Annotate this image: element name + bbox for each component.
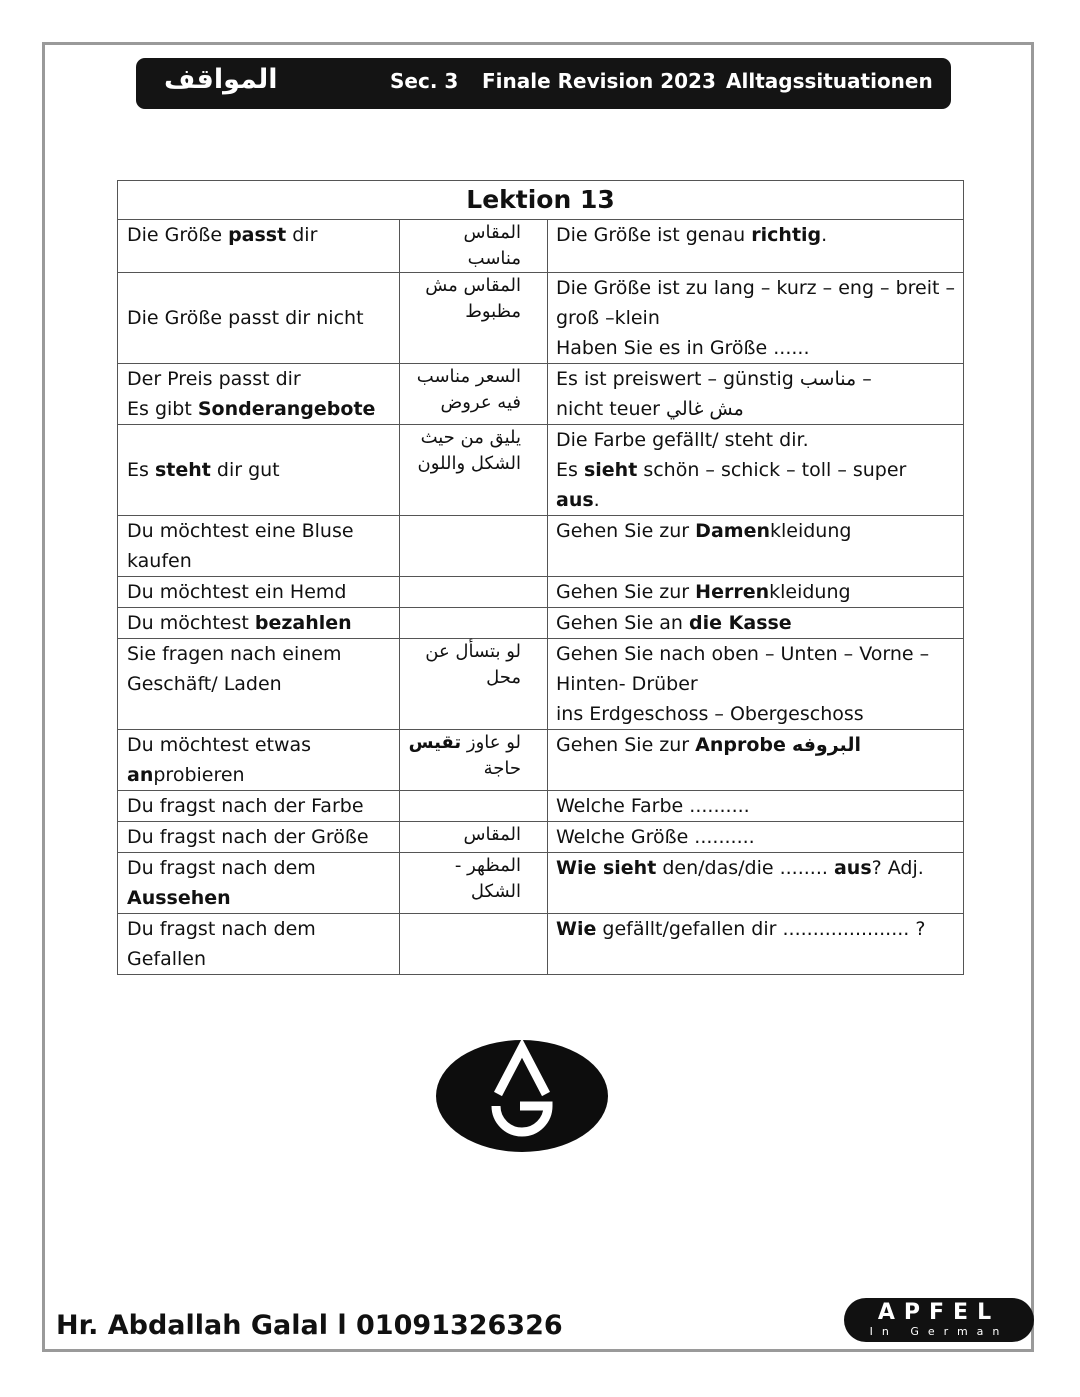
author-footer: Hr. Abdallah Galal l 01091326326 xyxy=(56,1310,563,1341)
table-row xyxy=(118,639,964,730)
table-row xyxy=(118,425,964,516)
table-row xyxy=(118,273,964,364)
expression-cell: Gehen Sie zur Anprobe البروفه xyxy=(548,730,964,791)
situation-cell: Du möchtest ein Hemd xyxy=(118,577,400,608)
lesson-table xyxy=(117,180,964,975)
expression-cell: Wie gefällt/gefallen dir ..................... ? xyxy=(548,914,964,975)
expression-cell: Die Größe ist genau richtig. xyxy=(548,220,964,273)
table-row xyxy=(118,822,964,853)
arabic-meaning-cell xyxy=(400,914,548,975)
situation-cell: Du fragst nach dem Gefallen xyxy=(118,914,400,975)
arabic-meaning-cell: المقاس مش مظبوط xyxy=(400,273,548,364)
arabic-meaning-cell xyxy=(400,516,548,577)
brand-sub-text: In German xyxy=(869,1325,1009,1338)
situation-cell: Du fragst nach dem Aussehen xyxy=(118,853,400,914)
table-row xyxy=(118,730,964,791)
arabic-meaning-cell: لو عاوز تقيس حاجة xyxy=(400,730,548,791)
header-revision: Finale Revision 2023 xyxy=(482,69,716,93)
apfel-brand-badge xyxy=(844,1298,1034,1342)
situation-cell: Der Preis passt dir Es gibt Sonderangebote xyxy=(118,364,400,425)
expression-cell: Gehen Sie zur Herrenkleidung xyxy=(548,577,964,608)
arabic-meaning-cell: لو بتسأل عن محل xyxy=(400,639,548,730)
table-row xyxy=(118,577,964,608)
situation-cell: Sie fragen nach einem Geschäft/ Laden xyxy=(118,639,400,730)
situation-cell: Die Größe passt dir xyxy=(118,220,400,273)
header-arabic-title: المواقف xyxy=(164,64,278,95)
arabic-meaning-cell: يليق من حيث الشكل واللون xyxy=(400,425,548,516)
expression-cell: Die Größe ist zu lang – kurz – eng – breit – groß –klein Haben Sie es in Größe ...... xyxy=(548,273,964,364)
arabic-meaning-cell xyxy=(400,608,548,639)
ag-logo-icon xyxy=(436,1040,608,1152)
arabic-meaning-cell xyxy=(400,791,548,822)
situation-cell: Du fragst nach der Größe xyxy=(118,822,400,853)
arabic-meaning-cell: المقاس مناسب xyxy=(400,220,548,273)
arabic-meaning-cell: السعر مناسب فيه عروض xyxy=(400,364,548,425)
expression-cell: Es ist preiswert – günstig مناسب – nicht teuer مش غالي xyxy=(548,364,964,425)
situation-cell: Es steht dir gut xyxy=(118,425,400,516)
expression-cell: Gehen Sie zur Damenkleidung xyxy=(548,516,964,577)
situation-cell: Die Größe passt dir nicht xyxy=(118,273,400,364)
situation-cell: Du fragst nach der Farbe xyxy=(118,791,400,822)
expression-cell: Gehen Sie nach oben – Unten – Vorne – Hinten- Drüber ins Erdgeschoss – Obergeschoss xyxy=(548,639,964,730)
expression-cell: Welche Farbe .......... xyxy=(548,791,964,822)
lesson-title: Lektion 13 xyxy=(118,181,964,220)
table-row xyxy=(118,791,964,822)
situation-cell: Du möchtest eine Bluse kaufen xyxy=(118,516,400,577)
table-row xyxy=(118,914,964,975)
table-row xyxy=(118,364,964,425)
expression-cell: Welche Größe .......... xyxy=(548,822,964,853)
expression-cell: Die Farbe gefällt/ steht dir. Es sieht schön – schick – toll – super aus. xyxy=(548,425,964,516)
table-row xyxy=(118,516,964,577)
header-topic: Alltagssituationen xyxy=(726,69,933,93)
header-section: Sec. 3 xyxy=(390,69,459,93)
table-row xyxy=(118,853,964,914)
situation-cell: Du möchtest bezahlen xyxy=(118,608,400,639)
expression-cell: Wie sieht den/das/die ........ aus? Adj. xyxy=(548,853,964,914)
arabic-meaning-cell: المقاس xyxy=(400,822,548,853)
situation-cell: Du möchtest etwas anprobieren xyxy=(118,730,400,791)
header-bar xyxy=(136,58,951,109)
brand-main-text: APFEL xyxy=(877,1300,1001,1325)
table-row xyxy=(118,220,964,273)
table-row xyxy=(118,608,964,639)
arabic-meaning-cell: المظهر - الشكل xyxy=(400,853,548,914)
arabic-meaning-cell xyxy=(400,577,548,608)
expression-cell: Gehen Sie an die Kasse xyxy=(548,608,964,639)
